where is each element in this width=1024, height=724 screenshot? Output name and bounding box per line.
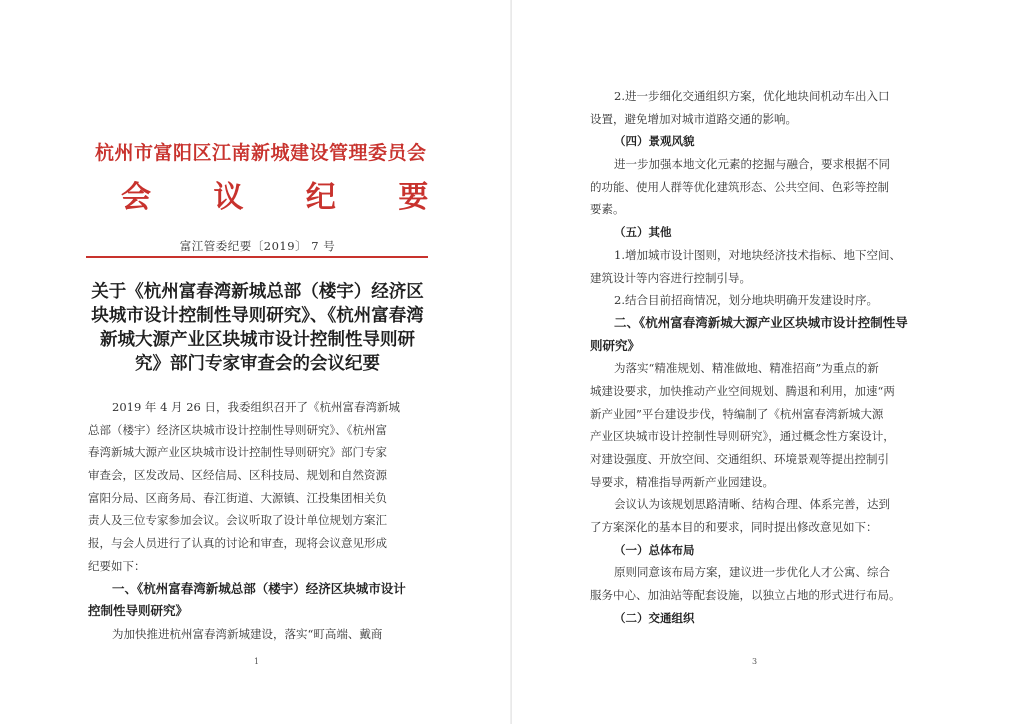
body-line: 产业区块城市设计控制性导则研究》，通过概念性方案设计， (590, 429, 895, 444)
title-line: 块城市设计控制性导则研究》、《杭州富春湾 (91, 306, 424, 326)
subsection-heading: （一）总体布局 (614, 542, 695, 557)
title-line: 究》部门专家审查会的会议纪要 (135, 354, 380, 374)
body-line: 服务中心、加油站等配套设施，以独立占地的形式进行布局。 (590, 588, 901, 603)
page-number: 3 (752, 657, 758, 666)
body-line: 建筑设计等内容进行控制引导。 (590, 270, 751, 285)
subsection-heading: （二）交通组织 (614, 610, 695, 625)
subsection-heading: （五）其他 (614, 225, 672, 240)
body-line: 春湾新城大源产业区块城市设计控制性导则研究》部门专家 (88, 445, 387, 460)
left-body-text (88, 396, 428, 646)
body-line: 总部（楼宇）经济区块城市设计控制性导则研究》、《杭州富 (88, 422, 387, 437)
title-line: 关于《杭州富春湾新城总部（楼宇）经济区 (91, 282, 424, 302)
body-line: 审查会，区发改局、区经信局、区科技局、规划和自然资源 (88, 468, 387, 483)
body-line: 责人及三位专家参加会议。会议听取了设计单位规划方案汇 (88, 513, 387, 528)
body-line: 纪要如下： (88, 558, 146, 573)
section-heading: 控制性导则研究》 (88, 603, 189, 619)
body-line: 新产业园”平台建设步伐，特编制了《杭州富春湾新城大源 (590, 406, 884, 421)
body-line: 报，与会人员进行了认真的讨论和审查，现将会议意见形成 (88, 536, 387, 551)
body-line: 1.增加城市设计图则，对地块经济技术指标、地下空间、 (614, 247, 901, 262)
red-separator-line (86, 256, 428, 258)
body-line: 的功能、使用人群等优化建筑形态、公共空间、色彩等控制 (590, 179, 889, 194)
body-line: 设置，避免增加对城市道路交通的影响。 (590, 111, 797, 126)
page-number: 1 (254, 657, 260, 666)
document-type-heading: 会 议 纪 要 (121, 180, 455, 215)
document-title (90, 280, 425, 376)
title-line: 新城大源产业区块城市设计控制性导则研 (100, 330, 415, 350)
body-line: 2.进一步细化交通组织方案，优化地块间机动车出入口 (614, 89, 890, 103)
section-heading: 一、《杭州富春湾新城总部（楼宇）经济区块城市设计 (112, 580, 406, 596)
body-line: 原则同意该布局方案，建议进一步优化人才公寓、综合 (614, 565, 890, 580)
body-line: 2.结合目前招商情况，划分地块明确开发建设时序。 (614, 293, 878, 308)
body-line: 为落实“精准规划、精准做地、精准招商”为重点的新 (614, 361, 879, 376)
body-line: 富阳分局、区商务局、春江街道、大源镇、江投集团相关负 (88, 490, 387, 505)
body-line: 会议认为该规划思路清晰、结构合理、体系完善，达到 (614, 497, 890, 512)
body-line: 导要求，精准指导两新产业园建设。 (590, 474, 774, 489)
document-number: 富江管委纪要〔2019〕 7 号 (179, 239, 336, 253)
body-line: 了方案深化的基本目的和要求，同时提出修改意见如下： (590, 520, 878, 535)
subsection-heading: （四）景观风貌 (614, 134, 695, 149)
issuing-organization: 杭州市富阳区江南新城建设管理委员会 (95, 142, 427, 164)
body-line: 为加快推进杭州富春湾新城建设，落实“町高端、戴商 (112, 626, 383, 641)
section-heading: 则研究》 (590, 337, 641, 353)
body-line: 城建设要求，加快推动产业空间规划、腾退和利用，加速“两 (590, 383, 895, 398)
section-heading: 二、《杭州富春湾新城大源产业区块城市设计控制性导 (614, 314, 908, 330)
body-line: 进一步加强本地文化元素的挖掘与融合，要求根据不同 (614, 157, 890, 172)
body-line: 2019 年 4 月 26 日，我委组织召开了《杭州富春湾新城 (112, 400, 400, 414)
body-line: 要素。 (590, 202, 625, 217)
body-line: 对建设强度、开放空间、交通组织、环境景观等提出控制引 (590, 452, 889, 466)
right-body-text (590, 85, 930, 630)
